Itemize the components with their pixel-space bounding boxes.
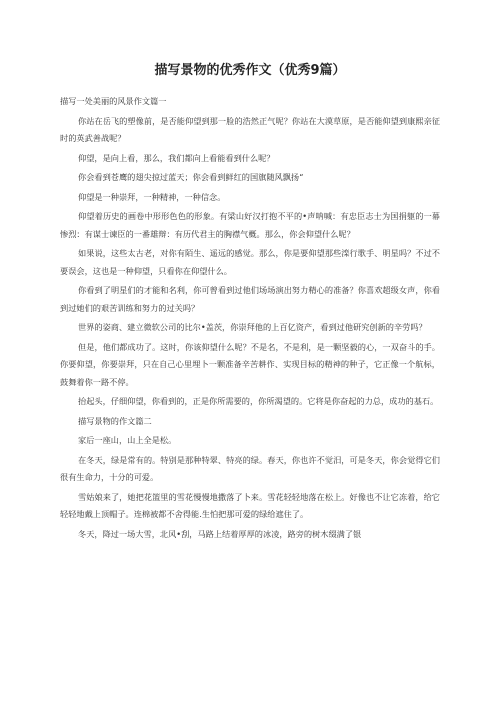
- document-title: 描写景物的优秀作文（优秀9篇）: [154, 63, 346, 78]
- paragraph: 但是，他们都成功了。这时，你该仰望什么呢？不是名，不是利，是一颗坚毅的心，一双奋斗的手。你要仰望，你要崇拜，只在自己心里埋卜一颗准备辛苦耕作、实现目标的精神的种子，它正像一个航标，鼓舞着你一路不停。: [60, 341, 440, 387]
- section-heading: 描写景物的作文篇二: [78, 415, 152, 426]
- paragraph: 仰望是一种崇拜，一种精神，一种信念。: [78, 191, 226, 202]
- paragraph: 你会看到苍鹰的翅尖掠过蓝天；你会看到鲜红的国旗随风飘扬“: [78, 172, 304, 182]
- paragraph: 仰望着历史的画卷中形形色色的形象。有梁山好汉打抱不平的•声呐喊：有忠臣志士为国捐躯的一幕惨烈：有谋士谏臣的一番雄辩：有历代君主的胸襟气概。那么，你会仰望什么呢？: [60, 211, 440, 239]
- paragraph: 家后一座山，山上全是松。: [78, 435, 177, 445]
- paragraph: 雪姑娘来了，她把花篮里的雪花慢慢地撒落了卜来。雪花轻轻地落在松上。好像也不让它冻着，给它轻轻地戴上顶帽子。连棉被都不舍得能.生怕把那可爱的绿给遮住了。: [60, 491, 440, 519]
- paragraph: 你看到了明星们的才能和名利，你可曾看到过他们场场演出努力精心的准备？你喜欢超级女声，你看到过她们的艰苦训练和努力的过关吗？: [60, 285, 440, 313]
- paragraph: 你站在岳飞的塑像前，是否能仰望到那一脸的浩然正气呢？你站在大漠草原，是否能仰望到康熙亲征时的英武善战呢？: [60, 115, 440, 143]
- paragraph: 在冬天，绿是常有的。特别是那种特翠、特亮的绿。春天，你也许不觉汨，可是冬天，你会觉得它们很有生命力，十分的可爱。: [60, 454, 440, 482]
- paragraph: 世界的姿商、建立微软公司的比尔•盖茨，你崇拜他的上百亿资产，看到过他研究创新的辛劳吗？: [78, 322, 427, 332]
- paragraph: 如果说，这些太古老，对你有陌生、遥远的感觉。那么，你是要仰望那些滦行歌手、明星吗？不过不要误会，这也是一种仰望，只看你在仰望什么。: [60, 248, 440, 276]
- document-body: [60, 93, 440, 543]
- paragraph: 抬起头，仔细仰望，你看到的，正是你所需要的，你所渴望的。它将是你奋起的力总，成功的基石。: [78, 396, 439, 406]
- paragraph: 仰望，是向上看，那么，我们都向上看能看到什么呢？: [78, 152, 275, 163]
- paragraph: 冬天，降过一场大雪，北风•刮，马路上结着厚厚的冰凌，路旁的树木缀满了银: [78, 528, 362, 539]
- section-heading: 描写一处美丽的风景作文篇一: [60, 96, 167, 106]
